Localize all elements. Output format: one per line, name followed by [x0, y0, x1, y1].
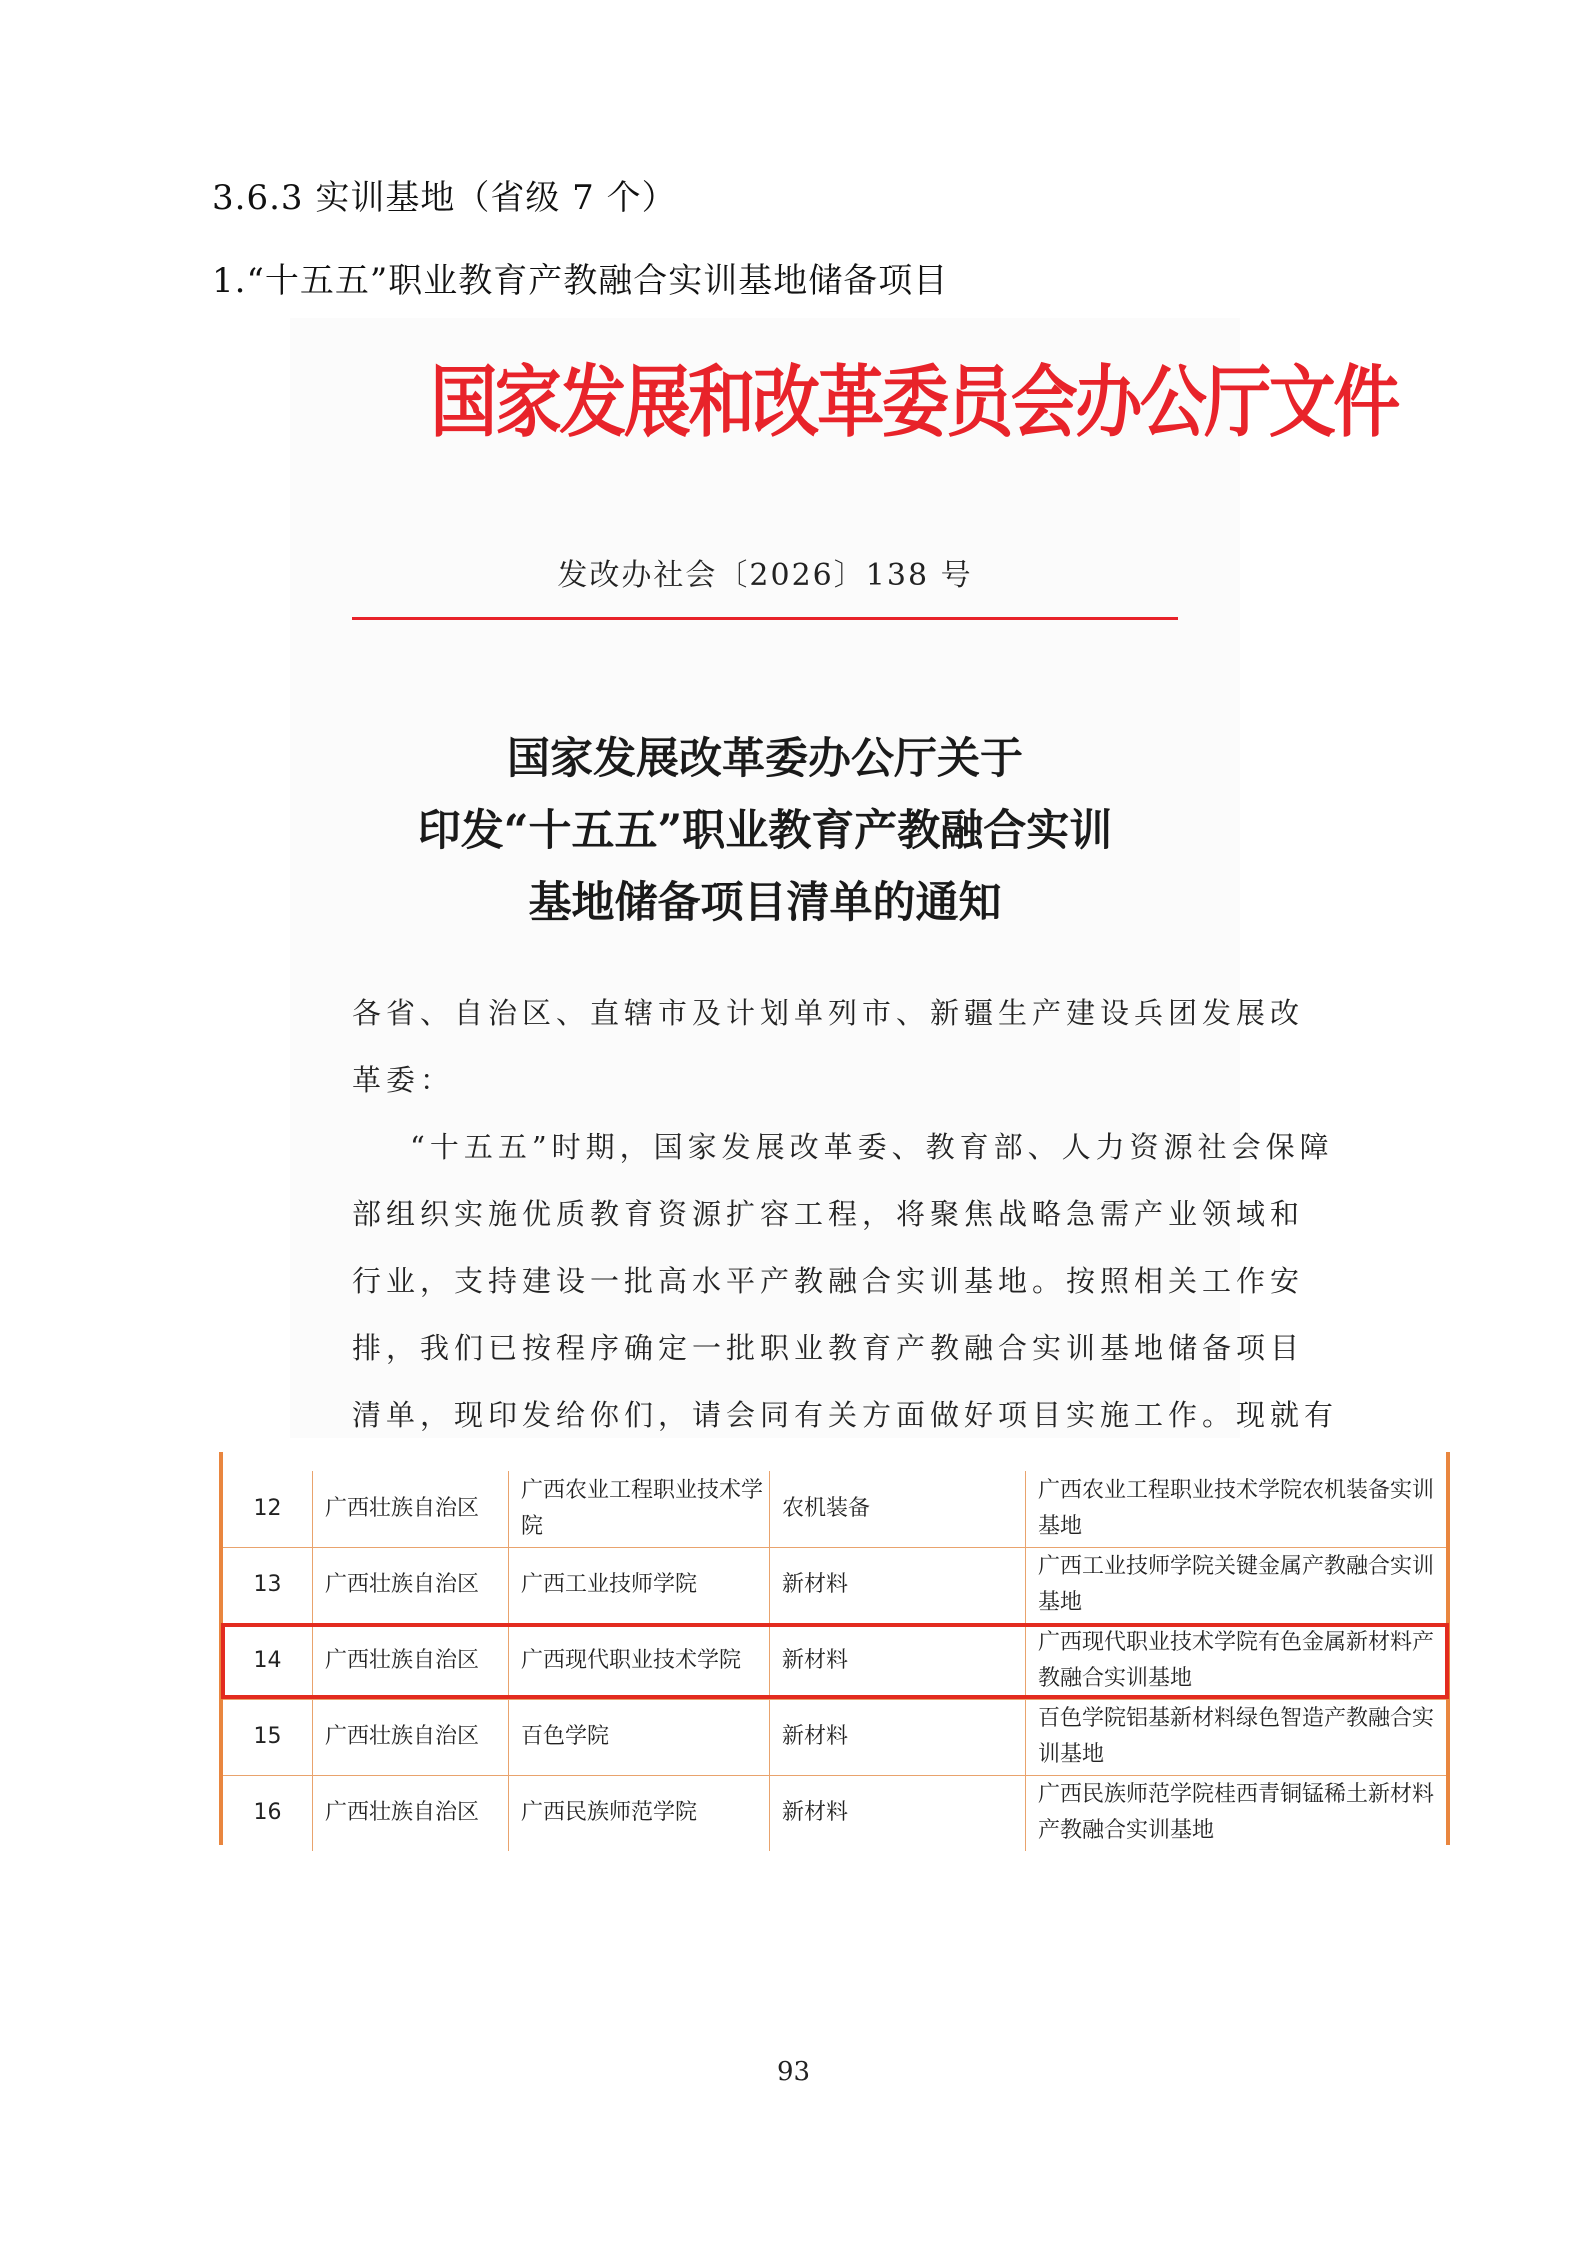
school-cell: 广西现代职业技术学院 [509, 1623, 770, 1699]
document-number: 发改办社会〔2026〕138 号 [557, 558, 973, 593]
body-line: 各省、自治区、直辖市及计划单列市、新疆生产建设兵团发展改 [352, 996, 1305, 1030]
table-row [223, 1699, 1446, 1776]
masthead-divider [352, 617, 1178, 620]
body-line: 行业，支持建设一批高水平产教融合实训基地。按照相关工作安 [352, 1264, 1305, 1298]
field-cell: 新材料 [770, 1775, 1026, 1851]
school-cell: 广西农业工程职业技术学院 [509, 1471, 770, 1547]
row-number: 14 [223, 1623, 313, 1699]
school-cell: 百色学院 [509, 1699, 770, 1775]
body-line: 清单，现印发给你们，请会同有关方面做好项目实施工作。现就有 [352, 1398, 1339, 1432]
region-cell: 广西壮族自治区 [313, 1471, 509, 1547]
field-cell: 新材料 [770, 1699, 1026, 1775]
table-row-highlighted [223, 1623, 1446, 1700]
school-cell: 广西工业技师学院 [509, 1547, 770, 1623]
field-cell: 农机装备 [770, 1471, 1026, 1547]
school-cell: 广西民族师范学院 [509, 1775, 770, 1851]
table-row [223, 1547, 1446, 1624]
notice-title-line: 国家发展改革委办公厅关于 [507, 734, 1023, 784]
project-cell: 百色学院铝基新材料绿色智造产教融合实训基地 [1038, 1706, 1435, 1767]
notice-title-line: 基地储备项目清单的通知 [528, 878, 1002, 928]
row-number: 15 [223, 1699, 313, 1775]
field-cell: 新材料 [770, 1547, 1026, 1623]
field-cell: 新材料 [770, 1623, 1026, 1699]
project-cell: 广西工业技师学院关键金属产教融合实训基地 [1038, 1554, 1435, 1615]
project-cell: 广西现代职业技术学院有色金属新材料产教融合实训基地 [1038, 1630, 1435, 1691]
item-heading: 1.“十五五”职业教育产教融合实训基地储备项目 [212, 261, 949, 301]
body-line: 部组织实施优质教育资源扩容工程，将聚焦战略急需产业领域和 [352, 1197, 1305, 1231]
issuer-masthead: 国家发展和改革委员会办公厅文件 [430, 357, 1398, 448]
project-cell: 广西农业工程职业技术学院农机装备实训基地 [1038, 1478, 1435, 1539]
row-number: 13 [223, 1547, 313, 1623]
row-number: 16 [223, 1775, 313, 1851]
page-number: 93 [776, 2057, 811, 2087]
project-table-image [219, 1452, 1450, 1845]
table-row [223, 1471, 1446, 1548]
region-cell: 广西壮族自治区 [313, 1775, 509, 1851]
body-line: “十五五”时期，国家发展改革委、教育部、人力资源社会保障 [410, 1130, 1334, 1164]
section-heading: 3.6.3 实训基地（省级 7 个） [212, 178, 677, 218]
body-line: 革委： [352, 1063, 455, 1097]
scanned-notice-image [290, 318, 1398, 1438]
notice-title [352, 723, 1178, 939]
body-line: 排，我们已按程序确定一批职业教育产教融合实训基地储备项目 [352, 1331, 1305, 1365]
row-number: 12 [223, 1471, 313, 1547]
region-cell: 广西壮族自治区 [313, 1623, 509, 1699]
notice-title-line: 印发“十五五”职业教育产教融合实训 [417, 806, 1113, 856]
project-cell: 广西民族师范学院桂西青铜锰稀土新材料产教融合实训基地 [1038, 1782, 1435, 1843]
region-cell: 广西壮族自治区 [313, 1547, 509, 1623]
region-cell: 广西壮族自治区 [313, 1699, 509, 1775]
table-row [223, 1775, 1446, 1851]
